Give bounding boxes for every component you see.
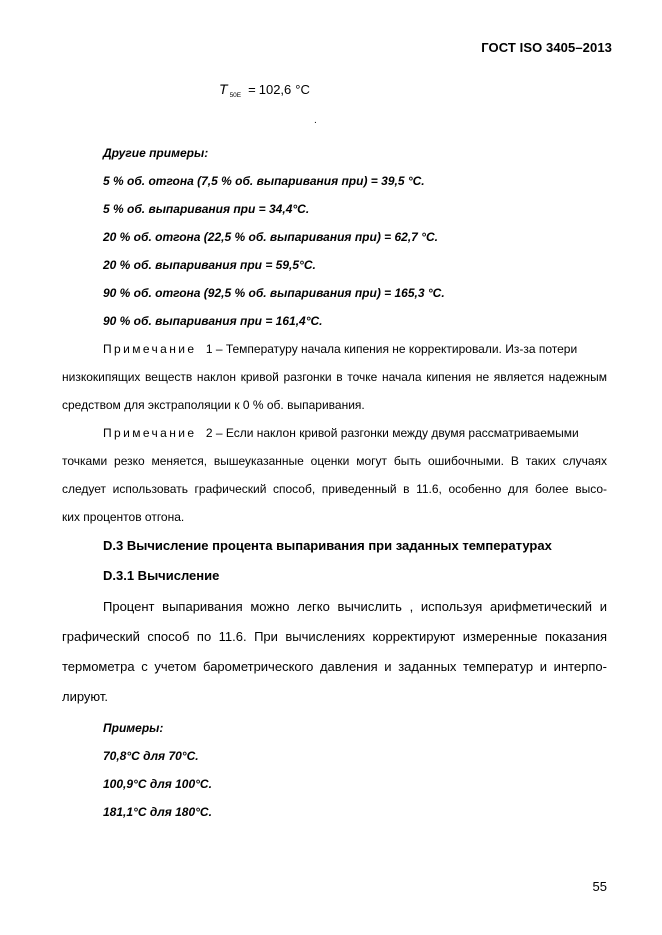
example-line: 5 % об. отгона (7,5 % об. выпаривания при) = 39,5 °C. (103, 174, 425, 188)
formula (219, 81, 310, 97)
note1-text-3: средством для экстраполяции к 0 % об. выпаривания. (62, 398, 365, 412)
note1-text-2: низкокипящих веществ наклон кривой разгонки в точке начала кипения не является надежным (62, 370, 607, 384)
para-line-2: графический способ по 11.6. При вычислениях корректируют измеренные показания (62, 629, 607, 644)
example2-line: 100,9°C для 100°C. (103, 777, 212, 791)
page-number: 55 (592, 879, 607, 894)
note2-text-1: 2 – Если наклон кривой разгонки между двумя рассматриваемыми (205, 426, 579, 440)
note2-text-4: ких процентов отгона. (62, 510, 185, 524)
examples-title: Примеры: (103, 721, 164, 735)
note2-first-line (103, 426, 607, 440)
note2-label: Примечание (103, 426, 197, 440)
note1-text-1: 1 – Температуру начала кипения не корректировали. Из-за потери (205, 342, 578, 356)
formula-equals: = (248, 82, 256, 97)
note1-label: Примечание (103, 342, 197, 356)
formula-unit: °C (295, 82, 310, 97)
note2-text-3: следует использовать графический способ, приведенный в 11.6, особенно для более высо- (62, 482, 607, 496)
example-line: 5 % об. выпаривания при = 34,4°C. (103, 202, 310, 216)
example-line: 90 % об. отгона (92,5 % об. выпаривания при) = 165,3 °C. (103, 286, 445, 300)
example-line: 20 % об. выпаривания при = 59,5°C. (103, 258, 316, 272)
example2-line: 181,1°C для 180°C. (103, 805, 212, 819)
para-line-1: Процент выпаривания можно легко вычислить , используя арифметический и (103, 599, 607, 614)
note2-text-2: точками резко меняется, вышеуказанные оценки могут быть ошибочными. В таких случаях (62, 454, 607, 468)
example-line: 90 % об. выпаривания при = 161,4°C. (103, 314, 323, 328)
section-subheading: D.3.1 Вычисление (103, 568, 220, 583)
example-line: 20 % об. отгона (22,5 % об. выпаривания при) = 62,7 °C. (103, 230, 438, 244)
para-line-4: лируют. (62, 689, 109, 704)
stray-dot: . (314, 115, 317, 126)
standard-header: ГОСТ ISO 3405–2013 (481, 40, 612, 55)
example2-line: 70,8°C для 70°C. (103, 749, 199, 763)
formula-symbol: T (219, 81, 228, 97)
note1-first-line (103, 342, 607, 356)
formula-subscript: 50E (229, 92, 242, 99)
other-examples-title: Другие примеры: (103, 146, 209, 160)
section-heading: D.3 Вычисление процента выпаривания при заданных температурах (103, 538, 552, 553)
formula-value: 102,6 (258, 82, 292, 97)
para-line-3: термометра с учетом барометрического давления и заданных температур и интерпо- (62, 659, 607, 674)
